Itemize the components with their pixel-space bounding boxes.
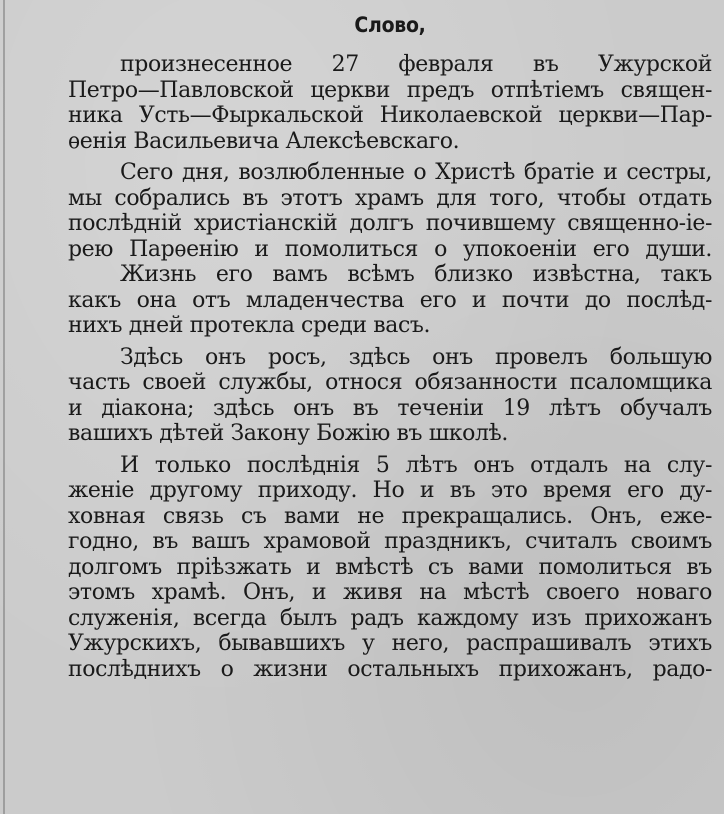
text-line: ника Усть—Фыркальской Николаевской церкви—Пар-: [68, 103, 712, 128]
text-line: ховная связь съ вами не прекращались. Онъ, еже-: [68, 503, 712, 529]
text-line: и діакона; здѣсь онъ въ теченіи 19 лѣтъ обучалъ: [68, 395, 712, 421]
text-line: Сего дня, возлюбленные о Христѣ братіе и сестры,: [120, 160, 712, 185]
paragraph-5: [68, 453, 712, 683]
text-line: И только послѣднія 5 лѣтъ онъ отдалъ на слу-: [120, 452, 712, 478]
text-line: какъ она отъ младенчества его и почти до послѣд-: [68, 287, 712, 313]
text-line: ѳенія Васильевича Алексѣевскаго.: [68, 128, 460, 154]
text-line: годно, въ вашъ храмовой праздникъ, считалъ своимъ: [68, 529, 712, 554]
text-block: [68, 8, 712, 682]
paragraph-1: [68, 52, 712, 154]
page-title: Слово,: [354, 13, 426, 37]
text-line: рею Парѳенію и помолиться о упокоеніи его души.: [68, 236, 712, 262]
paragraph-4: [68, 345, 712, 447]
text-line: Ужурскихъ, бывавшихъ у него, распрашивалъ этихъ: [68, 631, 712, 656]
paragraph-2: [68, 160, 712, 262]
left-margin-rule: [3, 0, 5, 814]
text-line: послѣднихъ о жизни остальныхъ прихожанъ, радо-: [68, 656, 712, 682]
text-line: вашихъ дѣтей Закону Божію въ школѣ.: [68, 421, 508, 446]
text-line: произнесенное 27 февраля въ Ужурской: [120, 52, 712, 77]
text-line: Петро—Павловской церкви предъ отпѣтіемъ священ-: [68, 77, 712, 103]
text-line: служенія, всегда былъ радъ каждому изъ прихожанъ: [68, 605, 712, 631]
paragraph-3: [68, 262, 712, 339]
text-line: долгомъ пріѣзжать и вмѣстѣ съ вами помолиться въ: [68, 554, 712, 580]
text-line: Здѣсь онъ росъ, здѣсь онъ провелъ большую: [120, 344, 712, 370]
text-line: послѣдній христіанскій долгъ почившему священно-іе-: [68, 211, 712, 236]
text-line: часть своей службы, относя обязанности псаломщика: [68, 370, 712, 395]
text-line: Жизнь его вамъ всѣмъ близко извѣстна, такъ: [120, 262, 712, 287]
text-line: мы собрались въ этотъ храмъ для того, чтобы отдать: [68, 185, 712, 211]
text-line: этомъ храмѣ. Онъ, и живя на мѣстѣ своего новаго: [68, 580, 712, 605]
text-line: нихъ дней протекла среди васъ.: [68, 313, 431, 338]
text-line: женіе другому приходу. Но и въ это время его ду-: [68, 478, 712, 503]
